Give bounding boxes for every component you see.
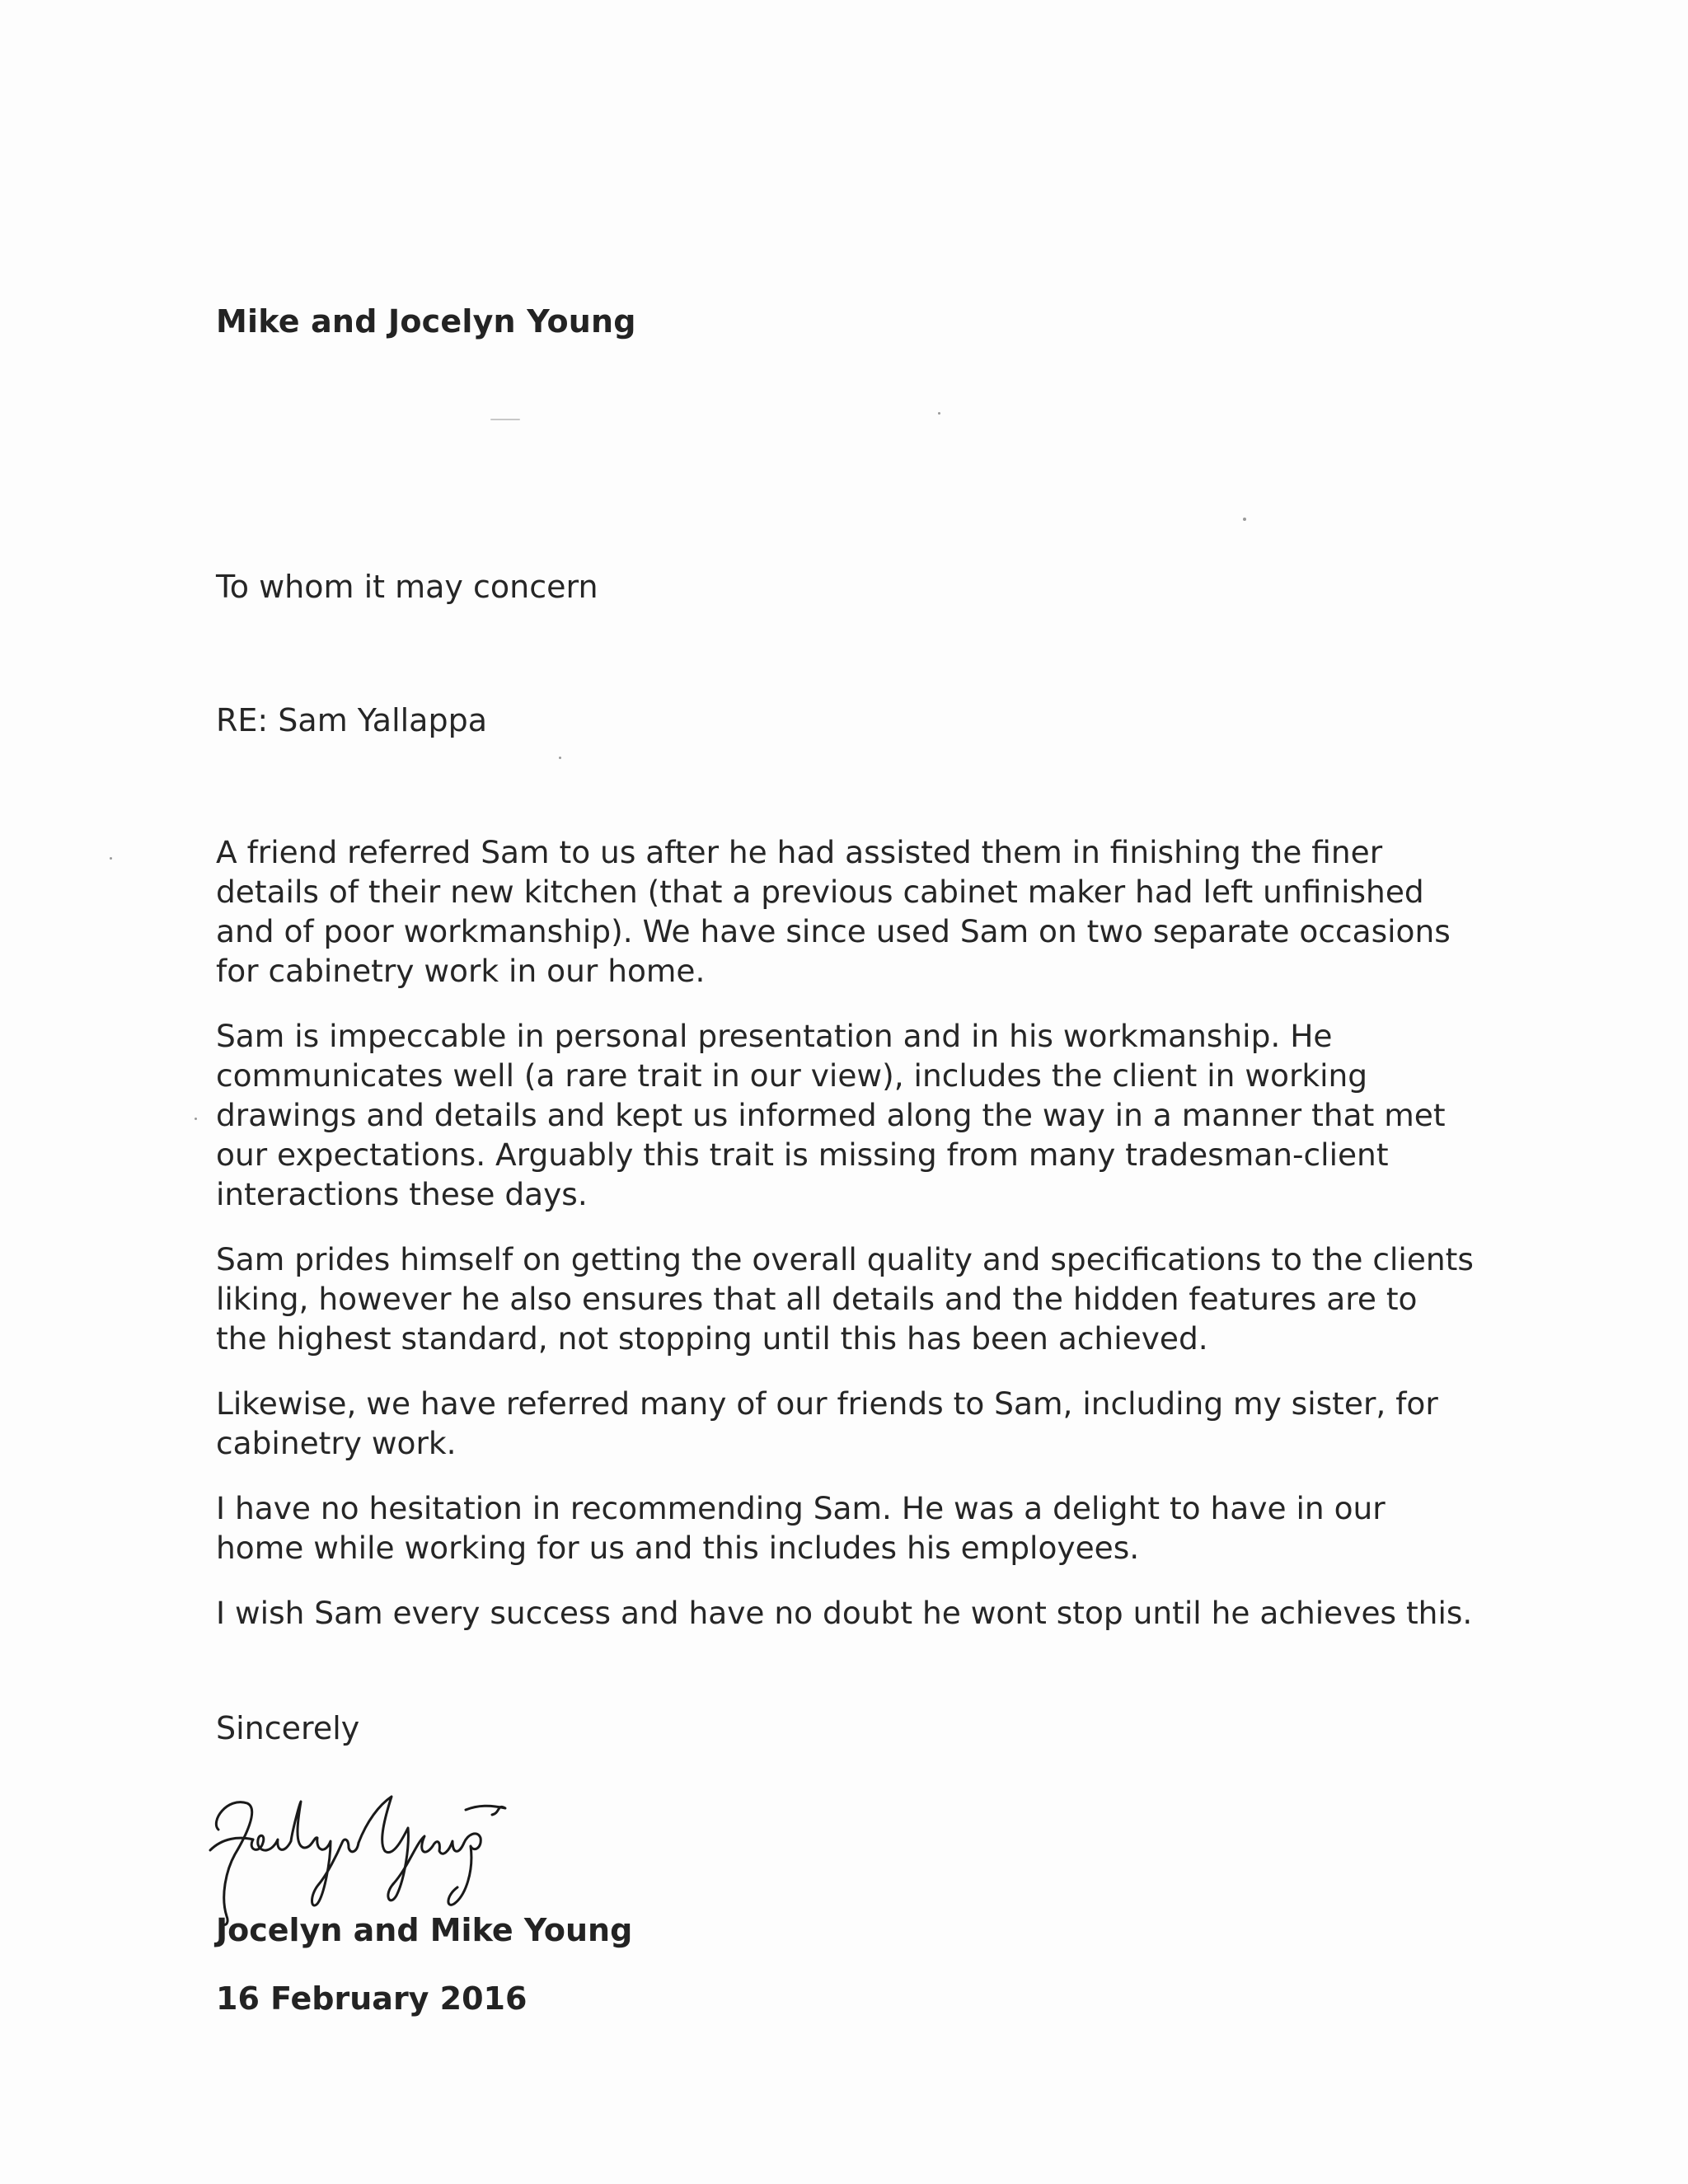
scan-speck	[1243, 518, 1246, 521]
body-paragraph: I have no hesitation in recommending Sam. He was a delight to have in our home while working for us and this includes his employees.	[216, 1490, 1386, 1566]
body-paragraph: Likewise, we have referred many of our friends to Sam, including my sister, for cabinetry work.	[216, 1385, 1438, 1461]
scan-speck	[938, 412, 940, 415]
signatory-name: Jocelyn and Mike Young	[216, 1912, 633, 1948]
body-paragraph: I wish Sam every success and have no doubt he wont stop until he achieves this.	[216, 1595, 1473, 1631]
body-paragraph: Sam prides himself on getting the overall quality and specifications to the clients liking, however he also ensures that all details and the hidden features are to the highest standard, not stopping until this has been achieved.	[216, 1241, 1474, 1357]
scan-speck	[195, 1118, 197, 1120]
body-paragraph: A friend referred Sam to us after he had assisted them in finishing the finer details of their new kitchen (that a previous cabinet maker had left unfinished and of poor workmanship). We have since used Sam on two separate occasions for cabinetry work in our home.	[216, 834, 1451, 989]
scan-speck	[490, 419, 520, 420]
letter-date: 16 February 2016	[216, 1980, 528, 2017]
body-paragraph: Sam is impeccable in personal presentation and in his workmanship. He communicates well (a rare trait in our view), includes the client in working drawings and details and kept us informed along the way in a manner that met our expectations. Arguably this trait is missing from many tradesman-client interactions these days.	[216, 1018, 1446, 1212]
scan-speck	[110, 857, 112, 860]
sender-name: Mike and Jocelyn Young	[216, 303, 636, 340]
salutation: To whom it may concern	[216, 569, 598, 605]
letter-body	[216, 832, 1477, 1658]
closing: Sincerely	[216, 1710, 360, 1746]
scan-speck	[559, 757, 561, 759]
subject-line: RE: Sam Yallappa	[216, 702, 487, 738]
